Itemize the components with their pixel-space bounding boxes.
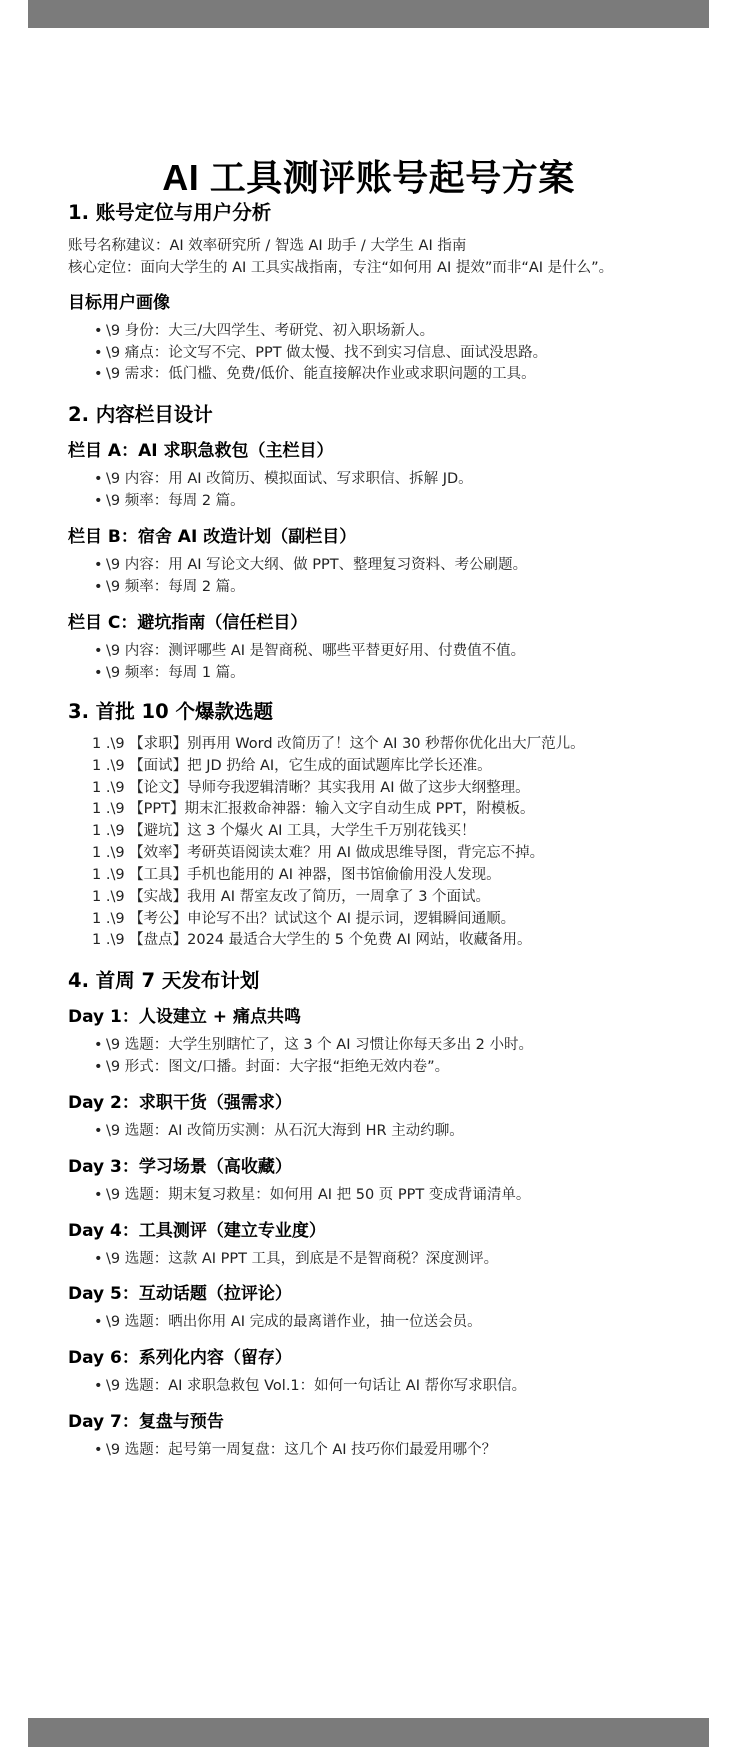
day-3-heading: Day 3：学习场景（高收藏） [68,1157,292,1177]
topic-item: 1 .\9 【面试】把 JD 扔给 AI，它生成的面试题库比学长还准。 [92,758,492,774]
section-1-heading: 1. 账号定位与用户分析 [68,201,272,224]
section-4-heading: 4. 首周 7 天发布计划 [68,969,260,992]
bullet: • [94,345,103,361]
bullet: • [94,1123,103,1139]
day-7-heading: Day 7：复盘与预告 [68,1412,224,1432]
topic-item: 1 .\9 【实战】我用 AI 帮室友改了简历，一周拿了 3 个面试。 [92,889,491,905]
topic-marker: 1 .\9 [92,889,125,905]
list-item: • \9 形式：图文/口播。封面：大字报“拒绝无效内卷”。 [94,1059,450,1075]
account-name-paragraph: 账号名称建议：AI 效率研究所 / 智选 AI 助手 / 大学生 AI 指南 [68,238,467,254]
section-2-heading: 2. 内容栏目设计 [68,403,213,426]
bullet: • [94,1378,103,1394]
topic-marker: 1 .\9 [92,911,125,927]
page-title: AI 工具测评账号起号方案 [162,157,575,198]
list-item: • \9 选题：起号第一周复盘：这几个 AI 技巧你们最爱用哪个？ [94,1442,497,1458]
topic-marker: 1 .\9 [92,823,125,839]
topic-marker: 1 .\9 [92,845,125,861]
bullet: • [94,557,103,573]
target-user-heading: 目标用户画像 [68,293,170,313]
list-item: • \9 选题：这款 AI PPT 工具，到底是不是智商税？深度测评。 [94,1251,499,1267]
bullet: • [94,1251,103,1267]
day-6-heading: Day 6：系列化内容（留存） [68,1348,292,1368]
topic-item: 1 .\9 【求职】别再用 Word 改简历了！这个 AI 30 秒帮你优化出大厂范儿。 [92,736,585,752]
bullet: • [94,366,103,382]
bullet: • [94,1037,103,1053]
bullet: • [94,579,103,595]
topic-marker: 1 .\9 [92,736,125,752]
list-item: • \9 痛点：论文写不完、PPT 做太慢、找不到实习信息、面试没思路。 [94,345,548,361]
list-item: • \9 需求：低门槛、免费/低价、能直接解决作业或求职问题的工具。 [94,366,536,382]
bullet: • [94,1442,103,1458]
topic-item: 1 .\9 【考公】申论写不出？试试这个 AI 提示词，逻辑瞬间通顺。 [92,911,516,927]
bullet: • [94,643,103,659]
bullet: • [94,1059,103,1075]
list-item: • \9 频率：每周 2 篇。 [94,493,245,509]
topic-item: 1 .\9 【避坑】这 3 个爆火 AI 工具，大学生千万别花钱买！ [92,823,476,839]
bullet: • [94,471,103,487]
list-item: • \9 选题：期末复习救星：如何用 AI 把 50 页 PPT 变成背诵清单。 [94,1187,531,1203]
topic-marker: 1 .\9 [92,867,125,883]
topic-item: 1 .\9 【盘点】2024 最适合大学生的 5 个免费 AI 网站，收藏备用。 [92,932,532,948]
list-item: • \9 内容：测评哪些 AI 是智商税、哪些平替更好用、付费值不值。 [94,643,526,659]
topic-marker: 1 .\9 [92,801,125,817]
day-1-heading: Day 1：人设建立 + 痛点共鸣 [68,1007,301,1027]
topic-item: 1 .\9 【论文】导师夸我逻辑清晰？其实我用 AI 做了这步大纲整理。 [92,780,530,796]
core-positioning-paragraph: 核心定位：面向大学生的 AI 工具实战指南，专注“如何用 AI 提效”而非“AI 是什么”。 [68,260,614,276]
column-c-heading: 栏目 C：避坑指南（信任栏目） [68,613,308,633]
topic-item: 1 .\9 【PPT】期末汇报救命神器：输入文字自动生成 PPT，附模板。 [92,801,535,817]
bullet: • [94,493,103,509]
list-item: • \9 内容：用 AI 改简历、模拟面试、写求职信、拆解 JD。 [94,471,473,487]
list-item: • \9 选题：AI 改简历实测：从石沉大海到 HR 主动约聊。 [94,1123,464,1139]
top-scrollbar-band [28,0,709,28]
topic-marker: 1 .\9 [92,780,125,796]
day-5-heading: Day 5：互动话题（拉评论） [68,1284,292,1304]
day-4-heading: Day 4：工具测评（建立专业度） [68,1221,326,1241]
list-item: • \9 选题：晒出你用 AI 完成的最离谱作业，抽一位送会员。 [94,1314,482,1330]
topic-marker: 1 .\9 [92,932,125,948]
topic-marker: 1 .\9 [92,758,125,774]
bullet: • [94,1314,103,1330]
section-3-heading: 3. 首批 10 个爆款选题 [68,700,273,723]
column-a-heading: 栏目 A：AI 求职急救包（主栏目） [68,441,334,461]
column-b-heading: 栏目 B：宿舍 AI 改造计划（副栏目） [68,527,357,547]
bullet: • [94,1187,103,1203]
list-item: • \9 频率：每周 1 篇。 [94,665,245,681]
list-item: • \9 身份：大三/大四学生、考研党、初入职场新人。 [94,323,435,339]
day-2-heading: Day 2：求职干货（强需求） [68,1093,292,1113]
document-page [0,28,737,1718]
topic-item: 1 .\9 【工具】手机也能用的 AI 神器，图书馆偷偷用没人发现。 [92,867,501,883]
list-item: • \9 选题：AI 求职急救包 Vol.1：如何一句话让 AI 帮你写求职信。 [94,1378,527,1394]
bullet: • [94,665,103,681]
bullet: • [94,323,103,339]
list-item: • \9 频率：每周 2 篇。 [94,579,245,595]
topic-item: 1 .\9 【效率】考研英语阅读太难？用 AI 做成思维导图，背完忘不掉。 [92,845,545,861]
list-item: • \9 内容：用 AI 写论文大纲、做 PPT、整理复习资料、考公刷题。 [94,557,528,573]
list-item: • \9 选题：大学生别瞎忙了，这 3 个 AI 习惯让你每天多出 2 小时。 [94,1037,534,1053]
bottom-scrollbar-band [28,1718,709,1747]
